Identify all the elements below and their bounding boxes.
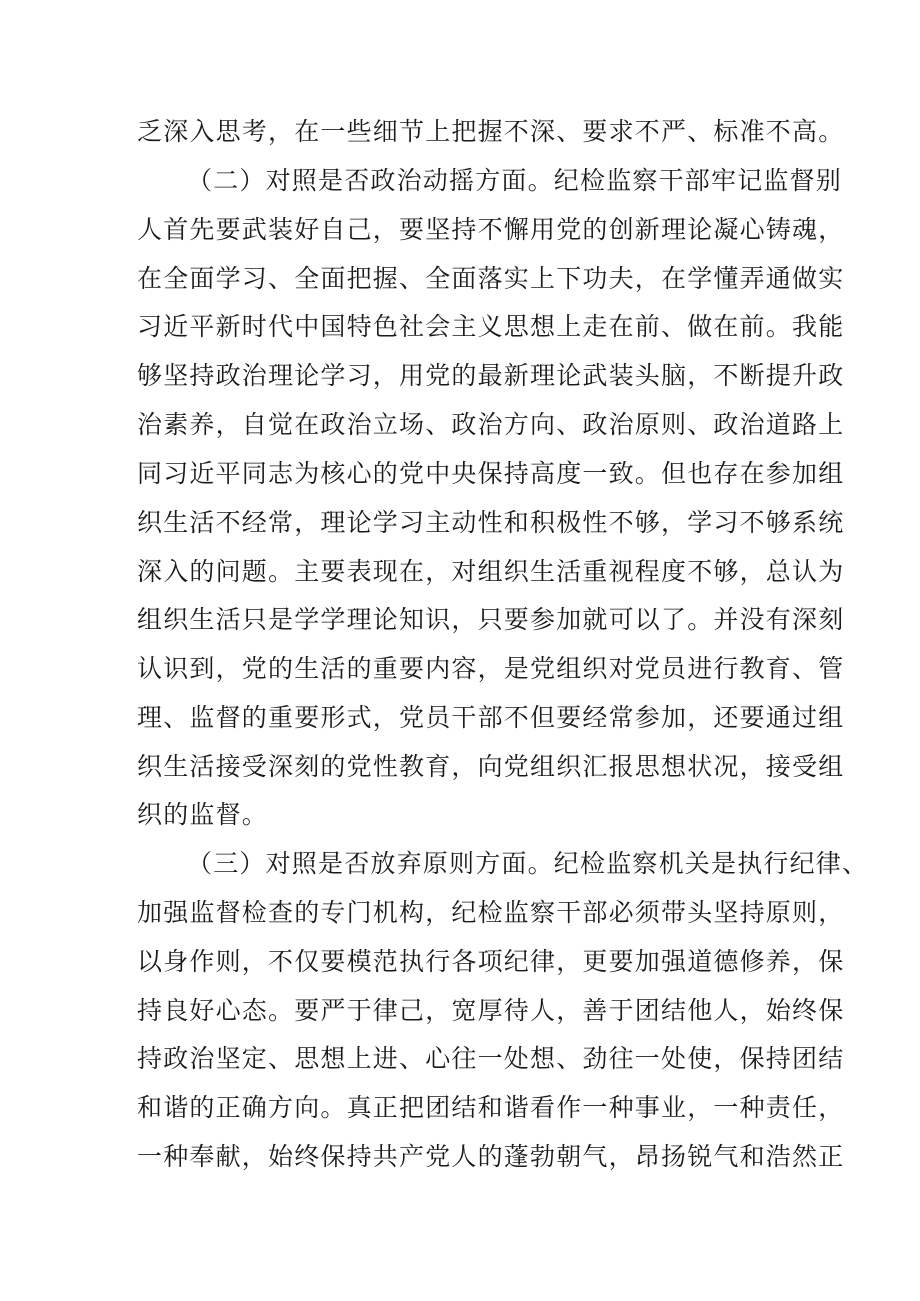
text-line: 织生活接受深刻的党性教育，向党组织汇报思想状况，接受组 [137, 752, 845, 781]
text-line: 组织生活只是学学理论知识，只要参加就可以了。并没有深刻 [137, 605, 845, 634]
text-line: 持良好心态。要严于律己，宽厚待人，善于团结他人，始终保 [137, 996, 845, 1025]
text-line: 以身作则，不仅要模范执行各项纪律，更要加强道德修养，保 [137, 947, 845, 976]
text-line: 加强监督检查的专门机构，纪检监察干部必须带头坚持原则， [137, 898, 845, 927]
text-line: 习近平新时代中国特色社会主义思想上走在前、做在前。我能 [137, 312, 845, 341]
text-line: 织的监督。 [137, 800, 269, 829]
text-line: 治素养，自觉在政治立场、政治方向、政治原则、政治道路上 [137, 410, 845, 439]
section-heading-line: （二）对照是否政治动摇方面。纪检监察干部牢记监督别 [187, 166, 843, 195]
text-line: 深入的问题。主要表现在，对组织生活重视程度不够，总认为 [137, 557, 845, 586]
text-line: 同习近平同志为核心的党中央保持高度一致。但也存在参加组 [137, 459, 845, 488]
text-line: 和谐的正确方向。真正把团结和谐看作一种事业，一种责任， [137, 1093, 845, 1122]
text-line: 织生活不经常，理论学习主动性和积极性不够，学习不够系统 [137, 508, 845, 537]
text-line: 人首先要武装好自己，要坚持不懈用党的创新理论凝心铸魂， [137, 215, 845, 244]
text-line: 在全面学习、全面把握、全面落实上下功夫，在学懂弄通做实 [137, 264, 845, 293]
text-line: 一种奉献，始终保持共产党人的蓬勃朝气，昂扬锐气和浩然正 [137, 1142, 845, 1171]
text-line: 乏深入思考，在一些细节上把握不深、要求不严、标准不高。 [137, 117, 845, 146]
text-line: 持政治坚定、思想上进、心往一处想、劲往一处使，保持团结 [137, 1044, 845, 1073]
text-line: 够坚持政治理论学习，用党的最新理论武装头脑，不断提升政 [137, 361, 845, 390]
text-line: 理、监督的重要形式，党员干部不但要经常参加，还要通过组 [137, 703, 845, 732]
section-heading-line: （三）对照是否放弃原则方面。纪检监察机关是执行纪律、 [187, 849, 869, 878]
text-line: 认识到，党的生活的重要内容，是党组织对党员进行教育、管 [137, 654, 845, 683]
